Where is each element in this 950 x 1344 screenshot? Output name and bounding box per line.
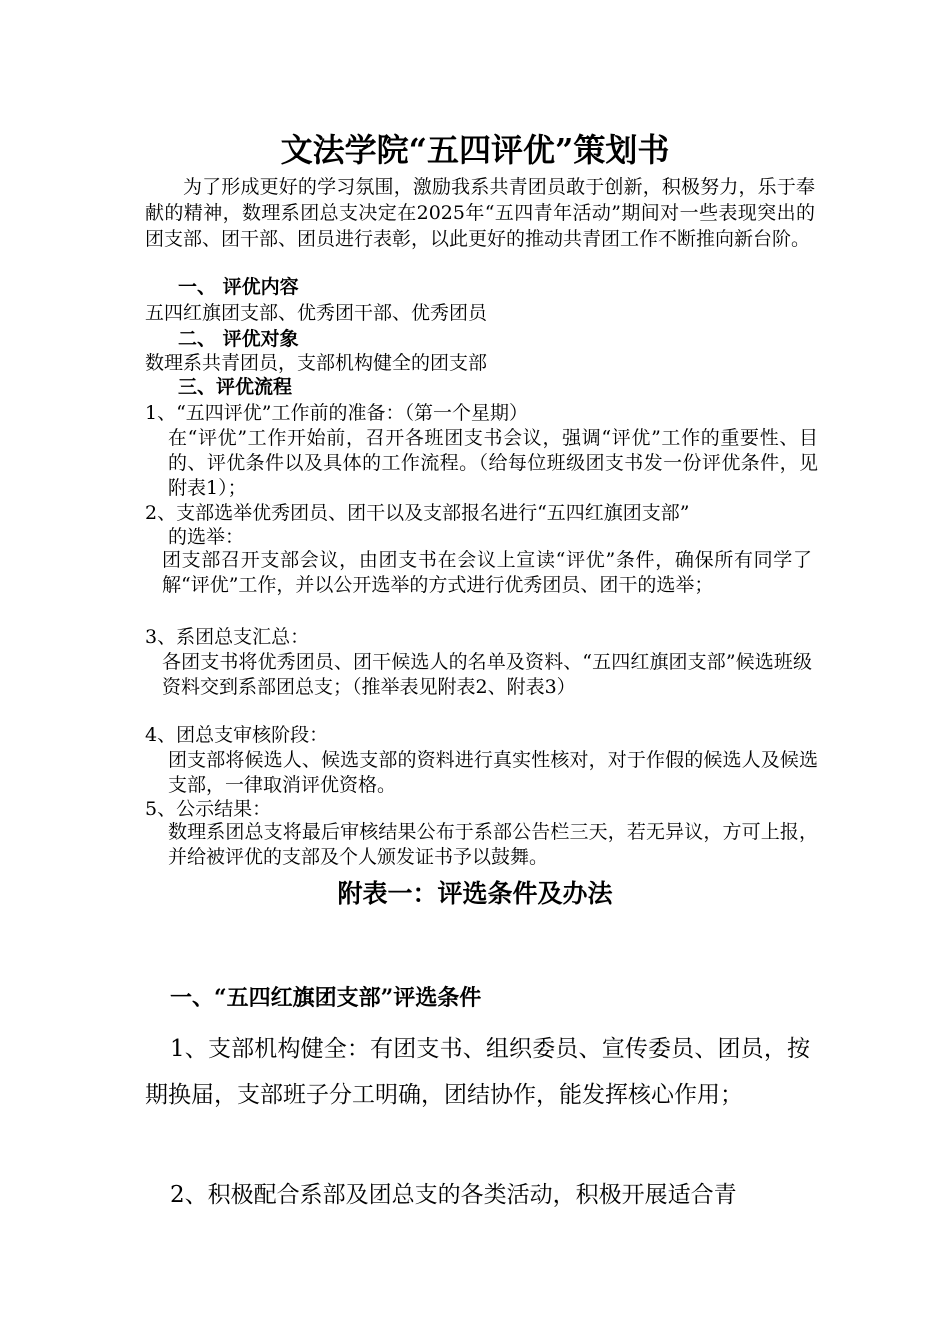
step-2-title-cont: 的选举： bbox=[168, 526, 245, 548]
step-5-title: 5、公示结果： bbox=[145, 798, 272, 820]
appendix-section-heading: 一、“五四红旗团支部”评选条件 bbox=[170, 985, 482, 1011]
step-2-body: 团支部召开支部会议，由团支书在会议上宣读“评优”条件，确保所有同学了解“评优”工作，并以公开选举的方式进行优秀团员、团干的选举； bbox=[162, 549, 812, 596]
appendix-item-1: 1、支部机构健全：有团支书、组织委员、宣传委员、团员，按期换届，支部班子分工明确，团结协作，能发挥核心作用； bbox=[145, 1036, 810, 1108]
step-4-title: 4、团总支审核阶段： bbox=[145, 724, 329, 746]
section-heading-content: 一、 评优内容 bbox=[178, 276, 299, 298]
appendix-title: 附表一：评选条件及办法 bbox=[337, 879, 613, 908]
step-3-body: 各团支书将优秀团员、团干候选人的名单及资料、“五四红旗团支部”候选班级资料交到系部团总支；（推举表见附表2、附表3） bbox=[162, 651, 812, 698]
step-4-body: 团支部将候选人、候选支部的资料进行真实性核对，对于作假的候选人及候选支部，一律取消评优资格。 bbox=[168, 749, 818, 796]
document-title: 文法学院“五四评优”策划书 bbox=[280, 131, 670, 169]
step-2-title: 2、支部选举优秀团员、团干以及支部报名进行“五四红旗团支部” bbox=[145, 502, 690, 524]
step-5-body: 数理系团总支将最后审核结果公布于系部公告栏三天，若无异议，方可上报，并给被评优的支部及个人颁发证书予以鼓舞。 bbox=[168, 821, 818, 868]
section-heading-process: 三、评优流程 bbox=[178, 376, 293, 398]
section-heading-target: 二、 评优对象 bbox=[178, 328, 299, 350]
step-1-title: 1、“五四评优”工作前的准备：（第一个星期） bbox=[145, 402, 529, 424]
appendix-item-2: 2、积极配合系部及团总支的各类活动，积极开展适合青 bbox=[170, 1182, 737, 1208]
section-body-target: 数理系共青团员，支部机构健全的团支部 bbox=[145, 352, 488, 374]
section-body-content: 五四红旗团支部、优秀团干部、优秀团员 bbox=[145, 302, 488, 324]
step-1-body: 在“评优”工作开始前，召开各班团支书会议，强调“评优”工作的重要性、目的、评优条件以及具体的工作流程。（给每位班级团支书发一份评优条件，见附表1）； bbox=[168, 427, 818, 499]
step-3-title: 3、系团总支汇总： bbox=[145, 626, 310, 648]
intro-paragraph: 为了形成更好的学习氛围，激励我系共青团员敢于创新，积极努力，乐于奉献的精神，数理系团总支决定在2025年“五四青年活动”期间对一些表现突出的团支部、团干部、团员进行表彰，以此更好的推动共青团工作不断推向新台阶。 bbox=[145, 176, 815, 250]
